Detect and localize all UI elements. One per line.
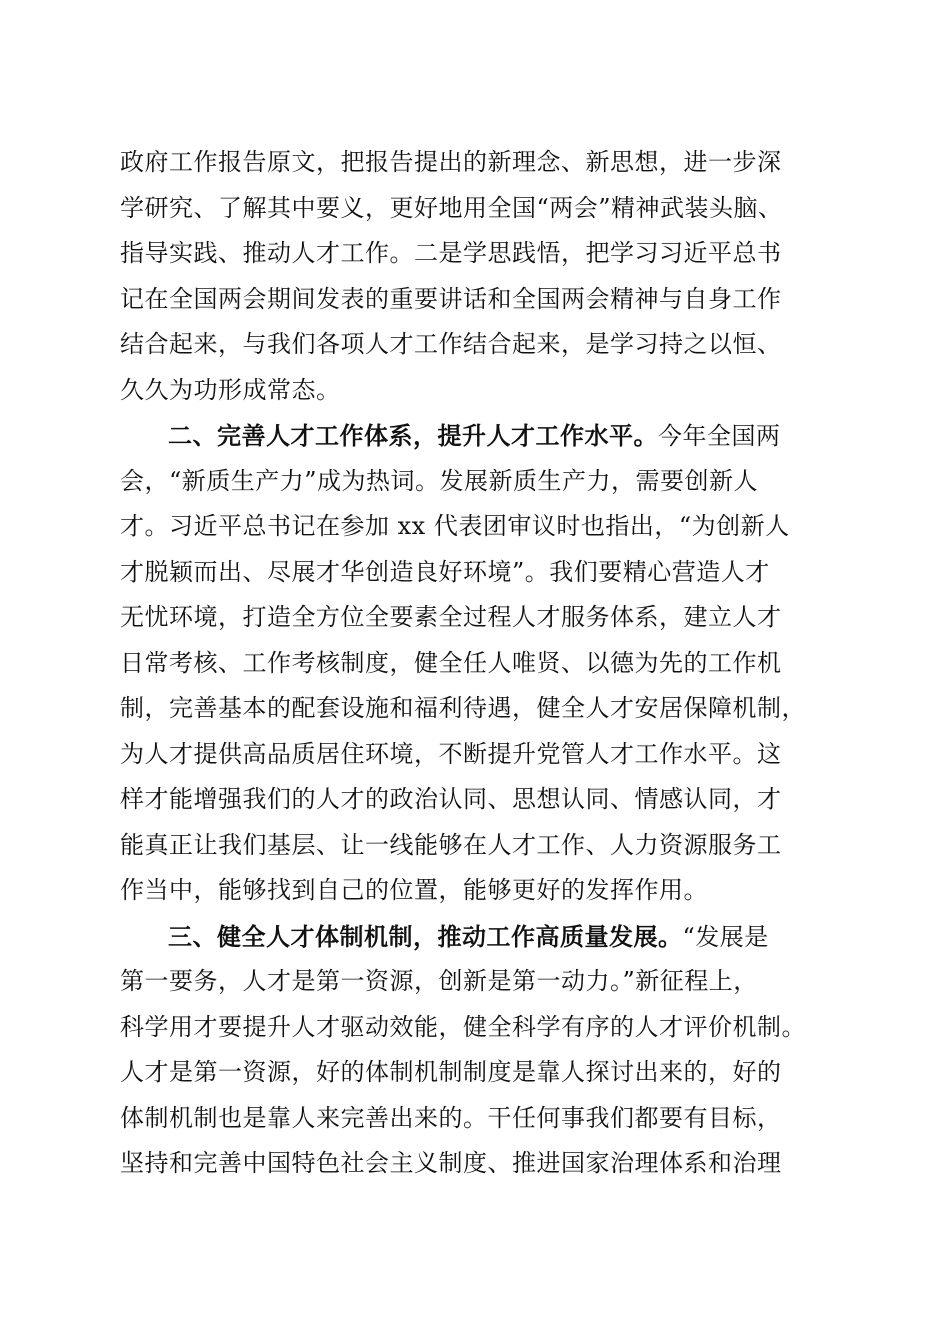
text-line (120, 322, 840, 368)
body-text-run: 才。习近平总书记在参加 xx 代表团审议时也指出，“为创新人 (120, 512, 790, 540)
text-line (120, 140, 840, 186)
text-line (120, 1096, 840, 1142)
body-text-run: 政府工作报告原文，把报告提出的新理念、新思想，进一步深 (120, 148, 782, 176)
text-line (120, 641, 840, 687)
body-text-run: 会，“新质生产力”成为热词。发展新质生产力，需要创新人 (120, 466, 759, 495)
text-line (120, 868, 840, 914)
text-line (120, 550, 840, 596)
body-text-run: 作当中，能够找到自己的位置，能够更好的发挥作用。 (120, 876, 708, 904)
body-text-run: 日常考核、工作考核制度，健全任人唯贤、以德为先的工作机 (120, 648, 782, 677)
body-text-run: 科学用才要提升人才驱动效能，健全科学有序的人才评价机制。 (120, 1012, 806, 1041)
body-text-run: 人才是第一资源，好的体制机制制度是靠人探讨出来的，好的 (120, 1058, 782, 1086)
body-text-run: 制，完善基本的配套设施和福利待遇，健全人才安居保障机制， (120, 694, 806, 722)
text-line (120, 368, 840, 414)
text-line (120, 595, 840, 641)
body-text-run: 结合起来，与我们各项人才工作结合起来，是学习持之以恒、 (120, 330, 782, 358)
body-text-run: 无忧环境，打造全方位全要素全过程人才服务体系，建立人才 (120, 603, 782, 631)
text-line (120, 504, 840, 550)
text-line (120, 1005, 840, 1051)
body-text-run: 能真正让我们基层、让一线能够在人才工作、人力资源服务工 (120, 830, 782, 859)
text-line (120, 732, 840, 778)
text-line (120, 413, 840, 459)
body-text-run: 才脱颖而出、尽展才华创造良好环境”。我们要精心营造人才 (120, 557, 770, 586)
text-line (120, 823, 840, 869)
body-text (120, 140, 840, 1187)
body-text-run: 体制机制也是靠人来完善出来的。干任何事我们都要有目标， (120, 1103, 782, 1132)
body-text-run: 今年全国两 (658, 422, 781, 450)
body-text-run: 久久为功形成常态。 (120, 375, 341, 404)
body-text-run: 坚持和完善中国特色社会主义制度、推进国家治理体系和治理 (120, 1149, 782, 1177)
body-text-run: “发展是 (682, 922, 769, 951)
body-text-run: 记在全国两会期间发表的重要讲话和全国两会精神与自身工作 (120, 284, 782, 313)
body-text-run: 第一要务，人才是第一资源，创新是第一动力。”新征程上， (120, 967, 758, 995)
body-text-run: 样才能增强我们的人才的政治认同、思想认同、情感认同，才 (120, 785, 782, 813)
text-line (120, 686, 840, 732)
text-line (120, 277, 840, 323)
text-line (120, 231, 840, 277)
text-line (120, 1141, 840, 1187)
text-line (120, 777, 840, 823)
section-heading: 三、健全人才体制机制，推动工作高质量发展。 (168, 921, 683, 951)
text-line (120, 914, 840, 960)
body-text-run: 为人才提供高品质居住环境，不断提升党管人才工作水平。这 (120, 739, 782, 768)
text-line (120, 1050, 840, 1096)
body-text-run: 学研究、了解其中要义，更好地用全国“两会”精神武装头脑、 (120, 193, 783, 222)
text-line (120, 959, 840, 1005)
section-heading: 二、完善人才工作体系，提升人才工作水平。 (168, 421, 658, 450)
text-line (120, 186, 840, 232)
body-text-run: 指导实践、推动人才工作。二是学思践悟，把学习习近平总书 (120, 239, 782, 267)
text-line (120, 459, 840, 505)
